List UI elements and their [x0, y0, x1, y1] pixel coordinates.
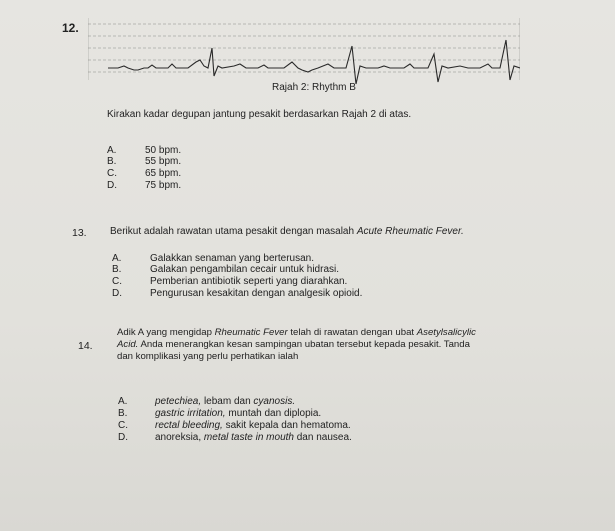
option-text: gastric irritation, muntah dan diplopia. — [155, 408, 322, 419]
option-letter: C. — [107, 168, 117, 179]
question-stem: Berikut adalah rawatan utama pesakit dengan masalah Acute Rheumatic Fever. — [110, 226, 464, 237]
option-text: Galakkan senaman yang berterusan. — [150, 253, 314, 264]
option-letter: B. — [118, 408, 128, 419]
option-text: 75 bpm. — [145, 180, 182, 191]
option-letter: D. — [107, 180, 117, 191]
option-letter: A. — [112, 253, 122, 264]
option-letter: C. — [112, 276, 122, 287]
option-text: Pemberian antibiotik seperti yang diarahkan. — [150, 276, 348, 287]
option-letter: D. — [112, 288, 122, 299]
option-text: anoreksia, metal taste in mouth dan nausea. — [155, 432, 352, 443]
option-c[interactable] — [118, 420, 478, 432]
question-stem: Adik A yang mengidap Rheumatic Fever telah di rawatan dengan ubat Asetylsalicylic Acid. Anda menerangkan kesan sampingan ubatan tersebut kepada pesakit. Tanda dan komplikasi yang perlu perhatikan ialah — [117, 327, 476, 362]
figure-caption: Rajah 2: Rhythm B — [272, 82, 356, 93]
option-letter: A. — [118, 396, 128, 407]
option-text: Galakan pengambilan cecair untuk hidrasi. — [150, 264, 339, 275]
option-text: petechiea, lebam dan cyanosis. — [155, 396, 296, 407]
option-text: 65 bpm. — [145, 168, 182, 179]
question-stem: Kirakan kadar degupan jantung pesakit berdasarkan Rajah 2 di atas. — [107, 109, 412, 120]
option-text: Pengurusan kesakitan dengan analgesik opioid. — [150, 288, 363, 299]
question-number: 12. — [62, 21, 79, 35]
option-letter: B. — [107, 156, 117, 167]
option-text: 55 bpm. — [145, 156, 182, 167]
option-letter: B. — [112, 264, 122, 275]
question-number: 14. — [78, 340, 93, 352]
option-text: 50 bpm. — [145, 145, 182, 156]
option-d[interactable] — [118, 432, 478, 444]
option-a[interactable] — [118, 396, 478, 408]
option-letter: C. — [118, 420, 128, 431]
option-text: rectal bleeding, sakit kepala dan hematoma. — [155, 420, 351, 431]
option-letter: D. — [118, 432, 128, 443]
option-letter: A. — [107, 145, 117, 156]
option-b[interactable] — [118, 408, 478, 420]
question-number: 13. — [72, 227, 87, 239]
